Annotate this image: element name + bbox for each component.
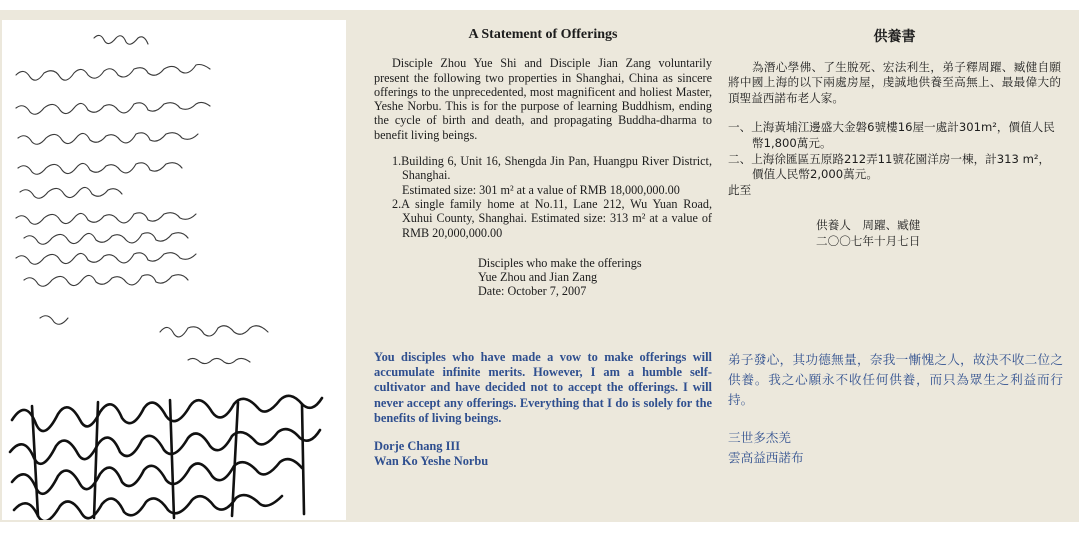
english-reply-signature: [374, 439, 712, 469]
handwritten-manuscript-image: [2, 20, 346, 520]
chinese-reply-signature-line-1: 三世多杰羌: [728, 430, 791, 445]
reply-signature-line-2: Wan Ko Yeshe Norbu: [374, 454, 489, 469]
chinese-property-list: [728, 120, 1061, 182]
english-intro: Disciple Zhou Yue Shi and Disciple Jian Zang voluntarily present the following two properties in Shanghai, China as sincere offerings to the unprecedented, most magnificent and holiest Master, Yeshe Norbu. This is for the purpose of learning Buddhism, ending the cycle of birth and death, and propagating Buddha-dharma to benefit living beings.: [374, 56, 712, 142]
chinese-reply-text: 弟子發心，其功德無量，奈我一慚愧之人，故決不收二位之供養。我之心願永不收任何供養，而只為眾生之利益而行持。: [728, 352, 1063, 407]
chinese-intro: 為潛心學佛、了生脫死、宏法利生，弟子釋周躍、臧健自願將中國上海的以下兩處房屋，虔誠地供養至高無上、最最偉大的頂聖益西諾布老人家。: [728, 59, 1061, 105]
chinese-reply-signature-line-2: 雲高益西諾布: [728, 450, 804, 465]
english-statement: [374, 28, 712, 299]
chinese-reply-signature: [728, 428, 1063, 468]
property-1-text: 1.Building 6, Unit 16, Shengda Jin Pan, Huangpu River District, Shanghai.: [392, 154, 712, 183]
chinese-title: 供養書: [873, 29, 916, 45]
reply-signature-line-1: Dorje Chang III: [374, 439, 461, 454]
signature-line-2: Yue Zhou and Jian Zang: [478, 270, 598, 285]
handwriting-scribbles: [2, 20, 346, 520]
chinese-signature-date: 二〇〇七年十月七日: [816, 233, 921, 248]
chinese-signature: [816, 218, 1061, 249]
bottom-border: [0, 522, 1079, 534]
top-border: [0, 0, 1079, 10]
english-title: A Statement of Offerings: [468, 27, 618, 42]
chinese-reply: [728, 350, 1063, 468]
chinese-signature-line-1: 供養人 周躍、臧健: [816, 218, 921, 233]
list-item: 二、上海徐匯區五原路212弄11號花園洋房一棟，計313 m²，價值人民幣2,000萬元。: [728, 151, 1051, 182]
signature-line-1: Disciples who make the offerings: [478, 255, 642, 270]
english-property-list: [374, 154, 712, 240]
list-item: [392, 197, 712, 240]
list-item: 一、上海黃埔江邊盛大金磐6號樓16屋一處計301m²，價值人民幣1,800萬元。: [728, 120, 1055, 150]
signature-date: Date: October 7, 2007: [478, 284, 587, 299]
chinese-closing: 此至: [728, 182, 752, 197]
list-item: [392, 154, 712, 197]
property-1-size: Estimated size: 301 m² at a value of RMB 18,000,000.00: [402, 182, 680, 197]
english-signature: [478, 256, 712, 299]
english-reply: [374, 350, 712, 469]
english-reply-text: You disciples who have made a vow to make offerings will accumulate infinite merits. However, I am a humble self-cultivator and have decided not to accept the offerings. I will never accept any offerings. Everything that I do is solely for the benefits of living beings.: [374, 350, 712, 425]
chinese-statement: [728, 30, 1061, 250]
property-2-text: 2.A single family home at No.11, Lane 212, Wu Yuan Road, Xuhui County, Shanghai. Estimated size: 313 m² at a value of RMB 20,000,000.00: [392, 196, 712, 240]
